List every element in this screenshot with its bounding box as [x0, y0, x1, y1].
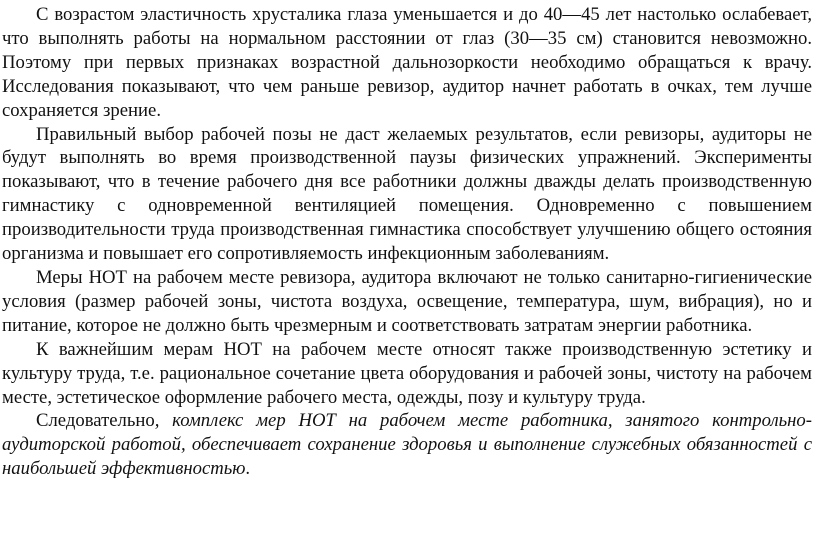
paragraph-aesthetics: К важнейшим мерам НОТ на рабочем месте относят также производственную эстетику и культуру труда, т.е. рациональное сочетание цвета оборудования и рабочей зоны, чистоту на рабочем месте, эстетическое оформление рабочего места, одежды, позу и культуру труда.: [2, 338, 812, 408]
document-body: [2, 3, 812, 481]
paragraph-conclusion: [2, 409, 812, 481]
conclusion-lead: Следовательно: [36, 410, 155, 432]
paragraph-not-measures: Меры НОТ на рабочем месте ревизора, аудитора включают не только санитарно-гигиенические условия (размер рабочей зоны, чистота воздуха, освещение, температура, шум, вибрация), но и питание, которое не должно быть чрезмерным и соответствовать затратам энергии работника.: [2, 266, 812, 336]
paragraph-gymnastics: Правильный выбор рабочей позы не даст желаемых результатов, если ревизоры, аудиторы не будут выполнять во время производственной паузы физических упражнений. Эксперименты показывают, что в течение рабочего дня все работники должны дважды делать производственную гимнастику с одновременной вентиляцией помещения. Одновременно с повышением производительности труда производственная гимнастика способствует улучшению общего остояния организма и повышает его сопротивляемость инфекционным заболеваниям.: [2, 123, 812, 265]
paragraph-vision: С возрастом эластичность хрусталика глаза уменьшается и до 40—45 лет настолько ослабевает, что выполнять работы на нормальном расстоянии от глаз (30—35 см) становится невозможно. Поэтому при первых признаках возрастной дальнозоркости необходимо обращаться к врачу. Исследования показывают, что чем раньше ревизор, аудитор начнет работать в очках, тем лучше сохраняется зрение.: [2, 4, 812, 121]
conclusion-period: .: [245, 458, 251, 480]
conclusion-comma: ,: [154, 410, 160, 432]
conclusion-italic-text: комплекс мер НОТ на рабочем месте работника, занятого контрольно-аудиторской работой, обеспечивает сохранение здоровья и выполнение служебных обязанностей с наибольшей эффективностью: [2, 410, 812, 480]
